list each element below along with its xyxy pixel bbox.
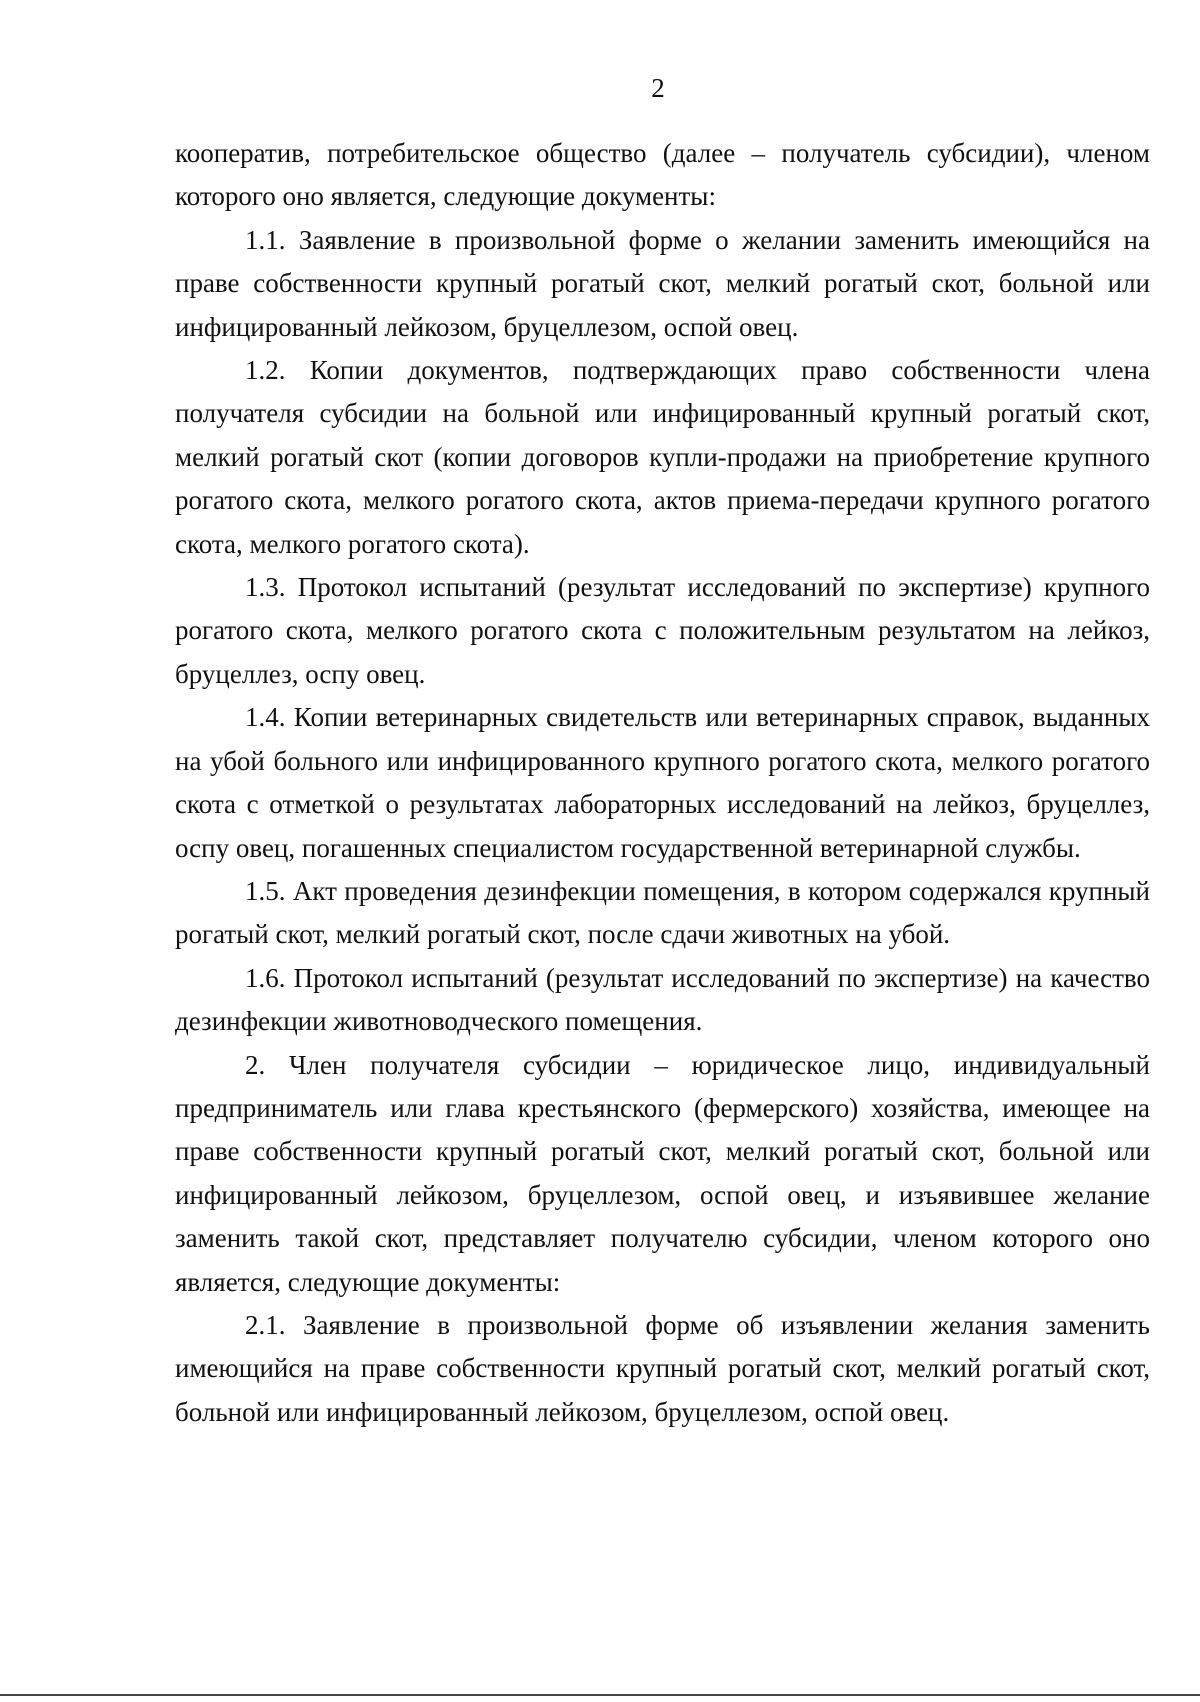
paragraph-1-5: 1.5. Акт проведения дезинфекции помещения, в котором содержался крупный рогатый скот, мелкий рогатый скот, после сдачи животных на убой. (175, 875, 1150, 950)
paragraph-1-4: 1.4. Копии ветеринарных свидетельств или ветеринарных справок, выданных на убой больного или инфицированного крупного рогатого скота, мелкого рогатого скота с отметкой о результатах лабораторных исследований на лейкоз, бруцеллез, оспу овец, погашенных специалистом государственной ветеринарной службы. (175, 702, 1150, 863)
paragraph-1-3: 1.3. Протокол испытаний (результат исследований по экспертизе) крупного рогатого скота, мелкого рогатого скота с положительным результатом на лейкоз, бруцеллез, оспу овец. (175, 572, 1150, 689)
paragraph-continuation: кооператив, потребительское общество (далее – получатель субсидии), членом которого оно является, следующие документы: (175, 138, 1150, 212)
paragraph-1-2: 1.2. Копии документов, подтверждающих право собственности члена получателя субсидии на больной или инфицированный крупный рогатый скот, мелкий рогатый скот (копии договоров купли-продажи на приобретение крупного рогатого скота, мелкого рогатого скота, актов приема-передачи крупного рогатого скота, мелкого рогатого скота). (175, 355, 1150, 559)
document-body (175, 132, 1150, 1434)
paragraph-2-1: 2.1. Заявление в произвольной форме об изъявлении желания заменить имеющийся на праве собственности крупный рогатый скот, мелкий рогатый скот, больной или инфицированный лейкозом, бруцеллезом, оспой овец. (175, 1309, 1150, 1427)
page-number: 2 (651, 73, 665, 103)
paragraph-2: 2. Член получателя субсидии – юридическое лицо, индивидуальный предприниматель или глава крестьянского (фермерского) хозяйства, имеющее на праве собственности крупный рогатый скот, мелкий рогатый скот, больной или инфицированный лейкозом, бруцеллезом, оспой овец, и изъявившее желание заменить такой скот, представляет получателю субсидии, членом которого оно является, следующие документы: (175, 1049, 1150, 1297)
bottom-scan-edge-line (0, 1694, 1200, 1696)
paragraph-1-6: 1.6. Протокол испытаний (результат исследований по экспертизе) на качество дезинфекции животноводческого помещения. (175, 962, 1150, 1037)
paragraph-1-1: 1.1. Заявление в произвольной форме о желании заменить имеющийся на праве собственности крупный рогатый скот, мелкий рогатый скот, больной или инфицированный лейкозом, бруцеллезом, оспой овец. (175, 224, 1150, 342)
